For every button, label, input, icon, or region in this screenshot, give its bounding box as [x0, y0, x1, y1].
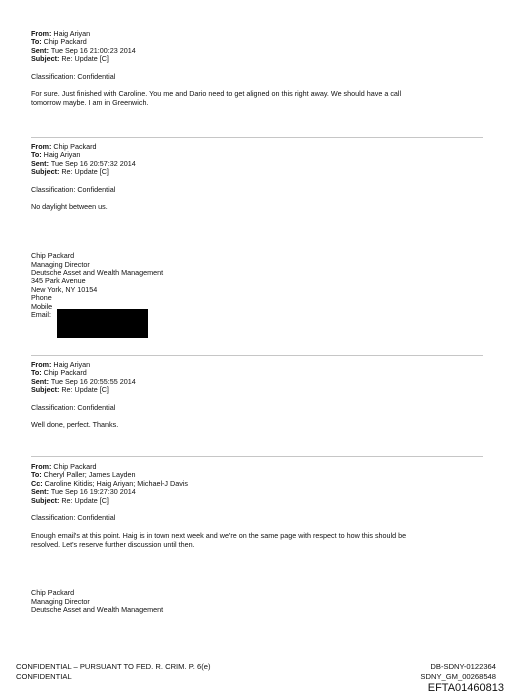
- separator-rule: [31, 355, 483, 356]
- from-value: Chip Packard: [53, 462, 97, 471]
- to-value: Haig Ariyan: [43, 150, 81, 160]
- to-value: Chip Packard: [43, 368, 87, 378]
- email-body: For sure. Just finished with Caroline. You me and Dario need to get aligned on this right away. We should have a call tomorrow maybe. I am in Greenwich.: [31, 89, 402, 108]
- separator-rule: [31, 137, 483, 138]
- subject-value: Re: Update [C]: [61, 167, 109, 177]
- bates-number-1: DB-SDNY-0122364: [430, 662, 496, 671]
- efta-stamp: EFTA01460813: [427, 682, 504, 694]
- sent-value: Tue Sep 16 19:27:30 2014: [50, 487, 136, 497]
- to-value: Chip Packard: [43, 37, 87, 47]
- legend-line-1: CONFIDENTIAL – PURSUANT TO FED. R. CRIM. P. 6(e): [16, 662, 211, 671]
- email-header: From: Chip Packard To: Haig Ariyan Sent: Tue Sep 16 20:57:32 2014 Subject: Re: Update [C]: [31, 142, 136, 177]
- sent-value: Tue Sep 16 20:57:32 2014: [50, 158, 136, 168]
- email-label: Email:: [31, 310, 51, 320]
- from-value: Chip Packard: [53, 142, 97, 151]
- email-header: From: Haig Ariyan To: Chip Packard Sent: Tue Sep 16 20:55:55 2014 Subject: Re: Update [C]: [31, 360, 136, 395]
- email-header: From: Haig Ariyan To: Chip Packard Sent: Tue Sep 16 21:00:23 2014 Subject: Re: Update [C]: [31, 29, 136, 64]
- mobile-label: Mobile: [31, 301, 53, 311]
- classification: Classification: Confidential: [31, 71, 116, 81]
- signature-block: Chip Packard Managing Director Deutsche Asset and Wealth Management 345 Park Avenue New York, NY 10154 Phone Mobile Email:: [31, 252, 483, 319]
- email-message-2: [31, 143, 483, 319]
- to-value: Cheryl Paller; James Layden: [43, 470, 136, 480]
- confidentiality-footer: [16, 662, 211, 682]
- redaction-box: [57, 309, 148, 338]
- classification: Classification: Confidential: [31, 184, 116, 194]
- subject-value: Re: Update [C]: [61, 385, 109, 395]
- bates-number-2: SDNY_GM_00268548: [420, 672, 496, 681]
- phone-label: Phone: [31, 293, 52, 303]
- cc-value: Caroline Kitidis; Haig Ariyan; Michael-J Davis: [44, 478, 188, 488]
- subject-value: Re: Update [C]: [61, 495, 109, 505]
- subject-value: Re: Update [C]: [61, 54, 109, 64]
- classification: Classification: Confidential: [31, 513, 116, 523]
- from-value: Haig Ariyan: [53, 360, 91, 369]
- email-body: No daylight between us.: [31, 202, 108, 212]
- classification: Classification: Confidential: [31, 402, 116, 412]
- separator-rule: [31, 456, 483, 457]
- email-header: From: Chip Packard To: Cheryl Paller; James Layden Cc: Caroline Kitidis; Haig Ariyan; Michael-J Davis Sent: Tue Sep 16 19:27:30 2014 Subject: Re: Update [C]: [31, 462, 188, 505]
- sent-value: Tue Sep 16 20:55:55 2014: [50, 376, 136, 386]
- sent-value: Tue Sep 16 21:00:23 2014: [50, 45, 136, 55]
- bates-numbers: [420, 662, 496, 682]
- email-message-1: [31, 30, 483, 108]
- email-message-4: [31, 463, 483, 615]
- email-body: Well done, perfect. Thanks.: [31, 420, 119, 430]
- legend-line-2: CONFIDENTIAL: [16, 672, 72, 681]
- from-value: Haig Ariyan: [53, 29, 91, 38]
- email-body: Enough email's at this point. Haig is in town next week and we're on the same page with respect to how this should be resolved. Let's reserve further discussion until then.: [31, 530, 407, 549]
- signature-block: Chip Packard Managing Director Deutsche Asset and Wealth Management: [31, 588, 164, 615]
- email-message-3: [31, 361, 483, 430]
